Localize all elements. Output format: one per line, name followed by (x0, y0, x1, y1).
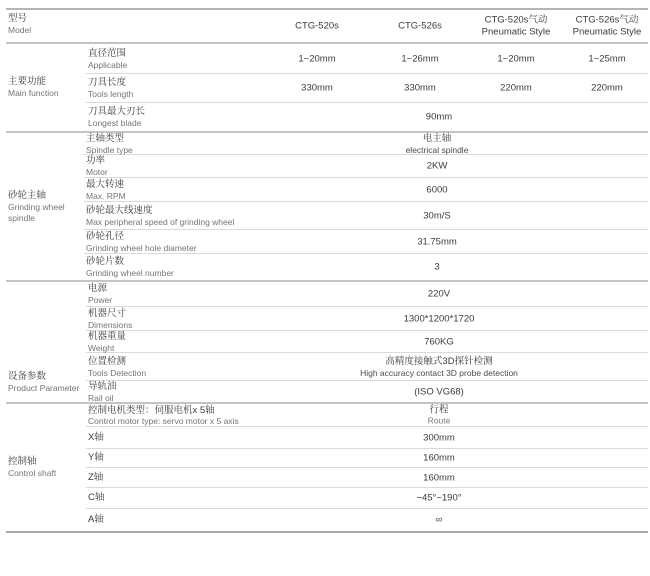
row-motor (84, 155, 648, 178)
row-label-zh: A轴 (88, 514, 104, 525)
section-label-zh: 砂轮主轴 (8, 190, 47, 201)
value-cell-merged: ∞ (435, 514, 443, 526)
row-label-zh: 位置检测 (88, 355, 127, 367)
row-label-zh: 主轴类型 (86, 132, 125, 144)
row-a-axis (86, 509, 648, 531)
row-label (86, 308, 132, 330)
section-grinding-wheel-spindle (6, 131, 648, 280)
row-label (86, 472, 103, 484)
row-label-zh: 砂轮孔径 (86, 230, 125, 242)
value-zh: 电主轴 (422, 132, 452, 144)
value-cell-merged: −45°~190° (416, 492, 462, 504)
row-label (84, 133, 133, 155)
value-zh: 行程 (429, 404, 449, 416)
row-label-zh: 导轨油 (88, 380, 117, 392)
row-label-en: Tools Detection (88, 367, 147, 378)
row-label-zh: 最大转速 (86, 178, 125, 190)
row-label-en: Control motor type: servo motor x 5 axis (88, 415, 239, 426)
value-cell-merged: 160mm (423, 452, 455, 464)
row-label (84, 256, 174, 278)
row-label (86, 514, 104, 526)
value-cell-merged: 6000 (426, 184, 448, 195)
model-label-zh: 型号 (8, 13, 28, 24)
row-label-en: Grinding wheel hole diameter (86, 242, 197, 253)
row-label-en: Motor (86, 167, 108, 177)
column-header-ctg526s: CTG-526s (398, 20, 442, 32)
row-wheel-hole-diameter (84, 230, 648, 254)
row-label (86, 77, 133, 99)
row-label-en: Dimensions (88, 319, 133, 330)
value-cell-merged (360, 356, 518, 378)
row-label-zh: 砂轮片数 (86, 256, 125, 267)
row-label-en: Grinding wheel number (86, 268, 174, 278)
row-power (86, 282, 648, 307)
section-control-shaft (6, 402, 648, 531)
row-label-en: Weight (88, 342, 115, 353)
section-product-parameter (6, 280, 648, 402)
row-label (86, 283, 112, 305)
row-control-motor-type (86, 404, 648, 427)
row-label (86, 432, 104, 444)
section-label-control-shaft (6, 404, 86, 531)
row-label-en: Applicable (88, 59, 128, 70)
row-label-zh: 刀具最大刃长 (88, 106, 146, 117)
value-cell-merged: 300mm (423, 432, 455, 443)
section-label-main-function (6, 44, 86, 131)
row-tools-length (86, 74, 648, 103)
row-longest-blade (86, 103, 648, 131)
row-spindle-type (84, 133, 648, 155)
value-cell-merged: 30m/S (423, 210, 451, 221)
row-label-en: Power (88, 295, 113, 305)
value-cell-merged: (ISO VG68) (414, 386, 464, 397)
value-en: Route (427, 415, 451, 426)
column-header-ctg520s-pneumatic-en: Pneumatic Style (481, 26, 551, 37)
row-label-en: Tools length (88, 89, 134, 99)
row-label-zh: X轴 (88, 431, 104, 443)
row-label-en: Max. RPM (86, 190, 126, 201)
column-header-ctg526s-pneumatic-en: Pneumatic Style (572, 26, 642, 37)
row-label (86, 452, 104, 464)
row-label (84, 155, 108, 177)
column-header-ctg526s-pneumatic-zh: CTG-526s气动 (575, 14, 639, 26)
section-label-grinding-wheel-spindle (6, 133, 84, 280)
value-en: electrical spindle (405, 144, 469, 155)
section-label-zh: 控制轴 (8, 456, 37, 468)
model-label-en: Model (8, 25, 32, 35)
value-cell-merged: 3 (434, 261, 440, 273)
row-label-zh: 功率 (86, 155, 106, 166)
row-wheel-number (84, 254, 648, 280)
row-label (86, 381, 117, 403)
row-x-axis (86, 427, 648, 449)
section-label-product-parameter (6, 282, 86, 402)
value-cell-merged: 220V (427, 288, 451, 300)
column-header-ctg520s: CTG-520s (295, 20, 339, 32)
row-label-zh: 电源 (88, 283, 108, 294)
row-label-zh: C轴 (88, 492, 105, 503)
value-cell: 330mm (301, 82, 333, 94)
value-cell: 1~20mm (497, 53, 535, 64)
column-header-ctg520s-pneumatic-zh: CTG-520s气动 (484, 14, 548, 26)
row-label-en: Longest blade (88, 118, 142, 128)
row-weight (86, 331, 648, 353)
row-label-zh: Y轴 (88, 452, 104, 463)
row-label-zh: 控制电机类型：伺服电机x 5轴 (88, 404, 215, 416)
value-cell-merged: 90mm (425, 111, 453, 123)
value-cell-merged: 760KG (424, 336, 454, 347)
row-label-zh: 砂轮最大线速度 (86, 204, 153, 216)
row-label (86, 405, 239, 426)
row-label (86, 48, 127, 70)
value-cell-merged: 2KW (426, 160, 448, 172)
section-label-en: Main function (8, 88, 59, 99)
row-max-rpm (84, 178, 648, 202)
value-en: High accuracy contact 3D probe detection (360, 367, 518, 378)
value-cell: 1~25mm (588, 53, 626, 64)
section-label-en: Control shaft (8, 468, 57, 479)
section-label-en: Product Parameter (8, 382, 80, 393)
section-main-function (6, 42, 648, 131)
value-cell: 220mm (500, 82, 532, 94)
row-y-axis (86, 449, 648, 468)
row-label-en: Rail oil (88, 392, 114, 403)
row-label-zh: 机器重量 (88, 330, 127, 342)
row-label-zh: Z轴 (88, 471, 104, 483)
row-z-axis (86, 468, 648, 488)
value-cell: 220mm (591, 82, 623, 94)
value-cell: 1~26mm (401, 53, 439, 64)
row-dimensions (86, 307, 648, 331)
column-header-ctg526s-pneumatic (573, 15, 642, 38)
value-cell-merged: 160mm (423, 472, 455, 483)
value-cell-merged: 31.75mm (417, 236, 457, 247)
row-applicable (86, 44, 648, 74)
row-label-zh: 机器尺寸 (88, 307, 127, 319)
row-label-en: Spindle type (86, 144, 133, 155)
section-label-en: Grinding wheel spindle (8, 202, 65, 223)
row-label-zh: 刀具长度 (88, 77, 127, 88)
row-tools-detection (86, 353, 648, 381)
column-header-ctg520s-pneumatic (482, 15, 551, 38)
row-c-axis (86, 488, 648, 509)
row-rail-oil (86, 381, 648, 402)
row-label (84, 231, 197, 253)
row-label (86, 106, 145, 128)
model-label (8, 13, 31, 35)
spec-table (6, 8, 648, 533)
value-cell: 330mm (404, 82, 436, 94)
row-label (84, 205, 234, 227)
value-cell-merged: 1300*1200*1720 (403, 313, 475, 324)
value-cell-merged (428, 405, 451, 426)
value-cell-merged (406, 133, 469, 155)
row-label-zh: 直径范围 (88, 47, 127, 59)
row-max-peripheral-speed (84, 202, 648, 230)
section-label-zh: 主要功能 (8, 76, 47, 88)
value-zh: 高精度接触式3D探针检测 (385, 355, 493, 367)
model-header-row (6, 10, 648, 42)
value-cell: 1~20mm (298, 53, 336, 64)
row-label (86, 356, 146, 378)
row-label (84, 179, 126, 201)
row-label-en: Max peripheral speed of grinding wheel (86, 216, 235, 227)
section-label-zh: 设备参数 (8, 370, 47, 382)
row-label (86, 492, 104, 504)
row-label (86, 331, 126, 353)
